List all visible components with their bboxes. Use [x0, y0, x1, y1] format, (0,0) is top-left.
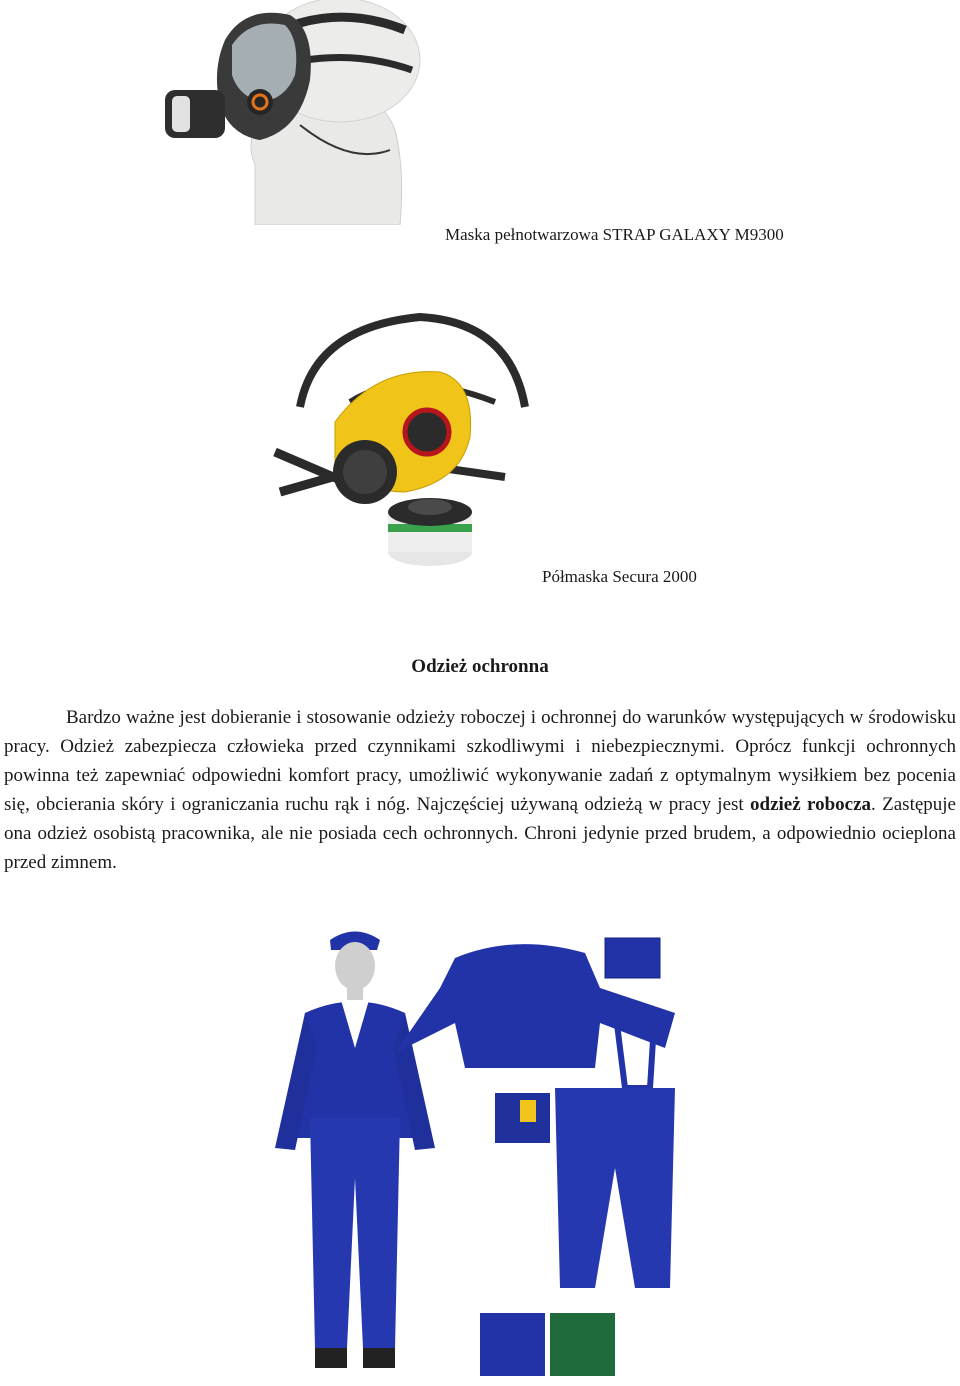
paragraph-text-part2: . Zastępuje ona odzież osobistą pracownika, ale nie posiada cech ochronnych. Chroni jedynie przed brudem, a odpowiednio ocieplona przed zimnem. [4, 794, 956, 873]
body-paragraph [4, 703, 956, 877]
workwear-image [255, 918, 675, 1381]
full-face-mask-image [150, 0, 430, 225]
paragraph-text-part1: Bardzo ważne jest dobieranie i stosowanie odzieży roboczej i ochronnej do warunków występujących w środowisku pracy. Odzież zabezpiecza człowieka przed czynnikami szkodliwymi i niebezpiecznymi. Oprócz funkcji ochronnych powinna też zapewniać odpowiedni komfort pracy, umożliwić wykonywanie zadań z optymalnym wysiłkiem bez pocenia się, obcierania skóry i ograniczania ruchu rąk i nóg. Najczęściej używaną odzieżą w pracy jest [4, 707, 956, 815]
half-mask-image [255, 312, 540, 574]
half-mask-caption: Półmaska Secura 2000 [542, 567, 697, 586]
full-mask-caption: Maska pełnotwarzowa STRAP GALAXY M9300 [445, 225, 784, 244]
section-heading: Odzież ochronna [411, 656, 549, 677]
paragraph-bold-term: odzież robocza [750, 794, 872, 815]
